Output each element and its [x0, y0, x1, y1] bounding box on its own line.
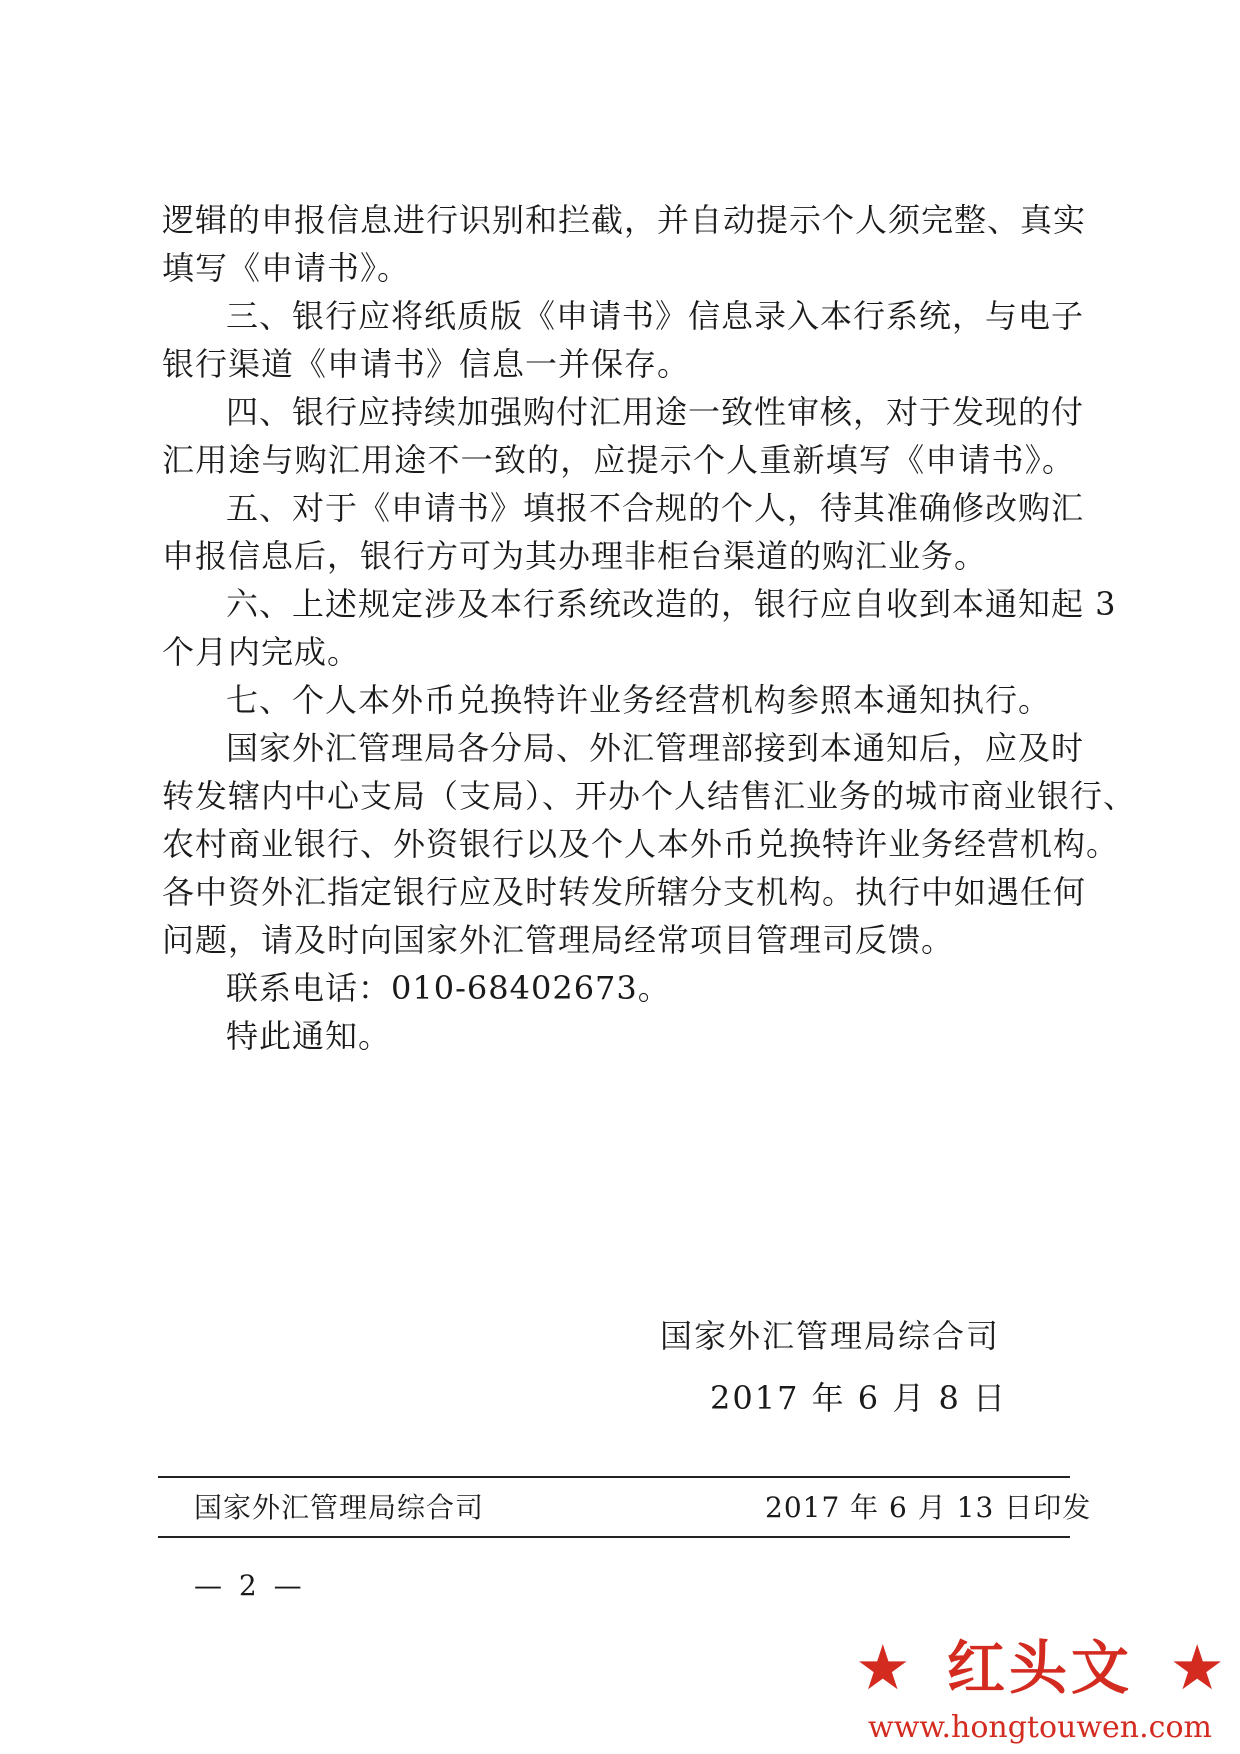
signature-date: 2017 年 6 月 8 日	[710, 1379, 1008, 1417]
footer-bottom-rule	[158, 1536, 1070, 1538]
body-line: 五、对于《申请书》填报不合规的个人，待其准确修改购汇	[226, 489, 1085, 527]
body-line: 填写《申请书》。	[162, 249, 411, 287]
body-line: 汇用途与购汇用途不一致的，应提示个人重新填写《申请书》。	[162, 441, 1075, 479]
signature-org: 国家外汇管理局综合司	[660, 1317, 1001, 1355]
watermark	[855, 1628, 1225, 1748]
body-line: 各中资外汇指定银行应及时转发所辖分支机构。执行中如遇任何	[162, 873, 1087, 911]
page-number: — 2 —	[194, 1569, 306, 1602]
body-line: 逻辑的申报信息进行识别和拦截，并自动提示个人须完整、真实	[162, 201, 1087, 239]
footer-issuer: 国家外汇管理局综合司	[194, 1491, 485, 1524]
watermark-title	[855, 1628, 1225, 1708]
contact-phone: 联系电话：010-68402673。	[226, 969, 671, 1007]
body-line: 六、上述规定涉及本行系统改造的，银行应自收到本通知起 3	[226, 585, 1117, 623]
footer-print-date: 2017 年 6 月 13 日印发	[765, 1491, 1092, 1524]
body-line: 国家外汇管理局各分局、外汇管理部接到本通知后，应及时	[226, 729, 1085, 767]
body-line: 转发辖内中心支局（支局）、开办个人结售汇业务的城市商业银行、	[162, 777, 1137, 815]
body-line: 三、银行应将纸质版《申请书》信息录入本行系统，与电子	[226, 297, 1085, 335]
body-line: 四、银行应持续加强购付汇用途一致性审核，对于发现的付	[226, 393, 1085, 431]
body-line: 银行渠道《申请书》信息一并保存。	[162, 345, 691, 383]
watermark-url: www.hongtouwen.com	[868, 1710, 1212, 1745]
closing-notice: 特此通知。	[226, 1017, 392, 1055]
star-icon: ★	[855, 1631, 911, 1704]
star-icon: ★	[1169, 1631, 1225, 1704]
body-line: 申报信息后，银行方可为其办理非柜台渠道的购汇业务。	[162, 537, 988, 575]
body-line: 个月内完成。	[162, 633, 361, 671]
body-line: 七、个人本外币兑换特许业务经营机构参照本通知执行。	[226, 681, 1052, 719]
body-line: 问题，请及时向国家外汇管理局经常项目管理司反馈。	[162, 921, 955, 959]
body-line: 农村商业银行、外资银行以及个人本外币兑换特许业务经营机构。	[162, 825, 1120, 863]
footer-top-rule	[158, 1476, 1070, 1478]
watermark-text: 红头文	[946, 1634, 1133, 1702]
